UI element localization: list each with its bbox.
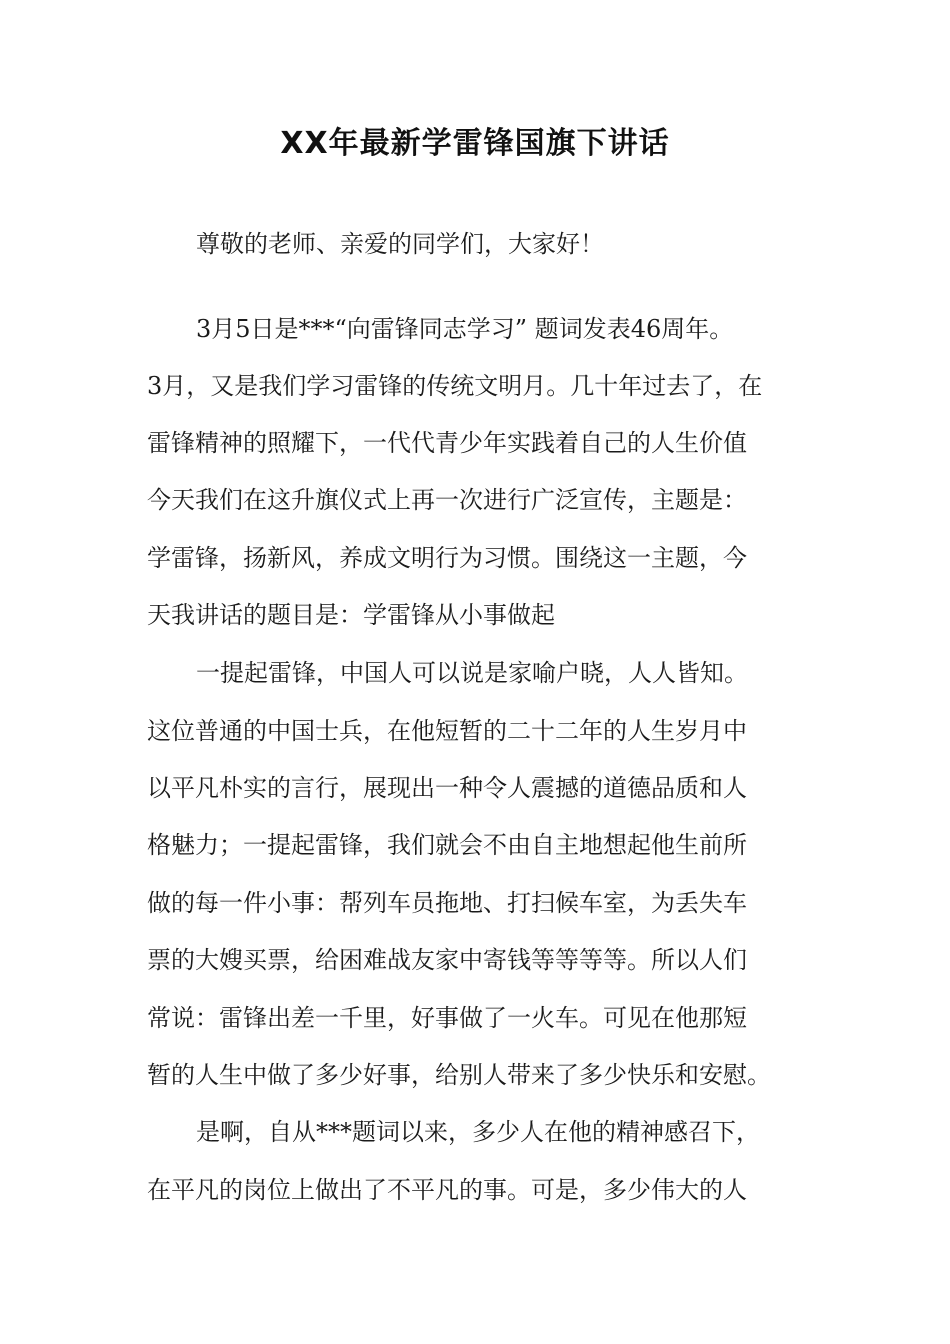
text-line: 学雷锋，扬新风，养成文明行为习惯。围绕这一主题，今 [147, 544, 747, 572]
text-line: 格魅力；一提起雷锋，我们就会不由自主地想起他生前所 [147, 831, 747, 859]
text-line: 天我讲话的题目是：学雷锋从小事做起 [147, 601, 555, 629]
text-line: 这位普通的中国士兵，在他短暂的二十二年的人生岁月中 [147, 717, 747, 745]
text-line: 做的每一件小事：帮列车员拖地、打扫候车室，为丢失车 [147, 889, 747, 917]
document-title: XX年最新学雷锋国旗下讲话 [280, 126, 670, 161]
text-line: 是啊，自从***题词以来，多少人在他的精神感召下， [196, 1118, 760, 1146]
text-line: 暂的人生中做了多少好事，给别人带来了多少快乐和安慰。 [147, 1061, 771, 1089]
text-line: 3月，又是我们学习雷锋的传统文明月。几十年过去了，在 [147, 372, 763, 400]
text-line: 雷锋精神的照耀下，一代代青少年实践着自己的人生价值 [147, 429, 747, 457]
text-line: 在平凡的岗位上做出了不平凡的事。可是，多少伟大的人 [147, 1176, 747, 1204]
text-line: 常说：雷锋出差一千里，好事做了一火车。可见在他那短 [147, 1004, 747, 1032]
text-line: 3月5日是***“向雷锋同志学习” 题词发表46周年。 [196, 315, 734, 343]
text-line: 一提起雷锋，中国人可以说是家喻户晓，人人皆知。 [196, 659, 748, 687]
text-line: 今天我们在这升旗仪式上再一次进行广泛宣传，主题是： [147, 486, 747, 514]
text-line: 票的大嫂买票，给困难战友家中寄钱等等等等。所以人们 [147, 946, 747, 974]
text-line: 尊敬的老师、亲爱的同学们，大家好！ [196, 230, 604, 258]
text-line: 以平凡朴实的言行，展现出一种令人震撼的道德品质和人 [147, 774, 747, 802]
